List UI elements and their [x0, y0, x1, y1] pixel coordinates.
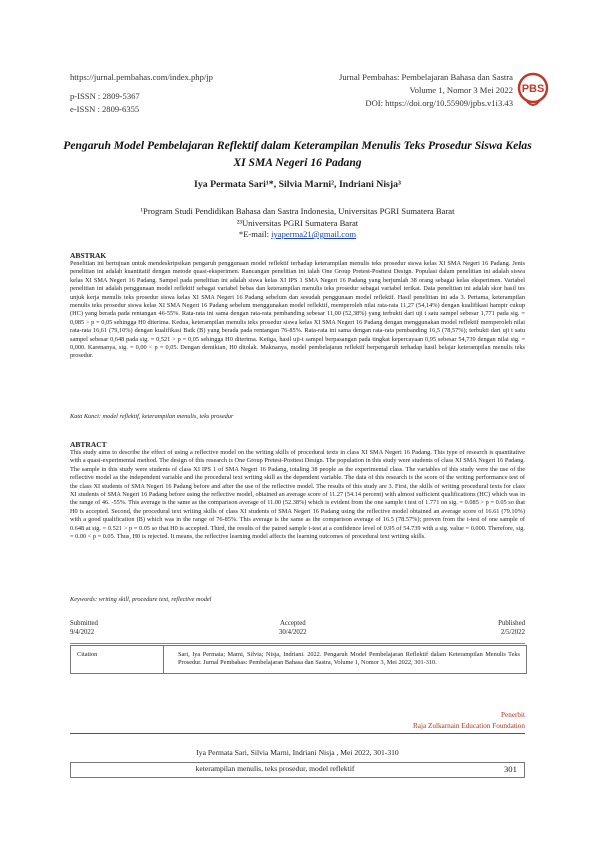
kata-kunci: Kata Kunci: model reflektif, keterampilan menulis, teks prosedur: [70, 413, 234, 420]
affiliations: [60, 206, 535, 241]
published-label: Published: [498, 620, 525, 627]
article-dates: [70, 619, 525, 644]
journal-header-right: [339, 71, 513, 110]
abstrak-heading: ABSTRAK: [70, 251, 107, 260]
p-issn: p-ISSN : 2809-5367: [70, 91, 140, 101]
author-email-link[interactable]: iyaperma21@gmail.com: [271, 229, 357, 239]
footer-keywords: keterampilan menulis, teks prosedur, model reflektif: [195, 764, 355, 773]
keywords: Keywords: writing skill, procedure text, reflective model: [70, 596, 212, 603]
abstrak-section: [70, 251, 525, 361]
journal-header-left: [70, 71, 213, 116]
e-issn: e-ISSN : 2809-6355: [70, 104, 140, 114]
citation-box: [70, 645, 527, 674]
citation-label: Citation: [71, 646, 164, 673]
citation-text: Sari, Iya Permata; Marni, Silvia; Nisja, Indriani. 2022. Pengaruh Model Pembelajaran Reflektif dalam Keterampilan Menulis Teks Prosedur. Jurnal Pembahas: Pembelajaran Bahasa dan Sastra, Volume 1, Nomor 3, Mei 2022, 301-310.: [178, 651, 520, 667]
footer-divider: [70, 733, 525, 734]
article-authors: Iya Permata Sari¹*, Silvia Marni², Indriani Nisja³: [194, 179, 401, 190]
publisher-label: Penerbit: [501, 711, 525, 719]
accepted-value: 30/4/2022: [279, 629, 307, 636]
submitted-label: Submitted: [70, 620, 98, 627]
journal-url[interactable]: https://jurnal.pembahas.com/index.php/jp: [70, 72, 213, 82]
footer-authors: Iya Permata Sari, Silvia Marni, Indriani Nisja , Mei 2022, 301-310: [196, 748, 399, 757]
page-number: 301: [504, 764, 517, 774]
affiliation-2: ²³Universitas PGRI Sumatera Barat: [236, 217, 359, 228]
journal-logo: [516, 70, 550, 110]
email-label: *E-mail:: [238, 229, 272, 239]
journal-name: Jurnal Pembahas: Pembelajaran Bahasa dan Sastra: [339, 72, 513, 82]
publisher: [413, 710, 525, 732]
accepted-date: [279, 619, 307, 637]
abstract-heading: ABTRACT: [70, 440, 107, 449]
published-date: [498, 619, 525, 637]
accepted-label: Accepted: [279, 620, 306, 627]
logo-text: PBS: [521, 83, 545, 95]
article-title: Pengaruh Model Pembelajaran Reflektif dalam Keterampilan Menulis Teks Prosedur Siswa Kelas XI SMA Negeri 16 Padang: [63, 139, 532, 169]
published-value: 2/5/2022: [500, 629, 525, 636]
journal-volume: Volume 1, Nomor 3 Mei 2022: [409, 85, 513, 95]
abstrak-text: Penelitian ini bertujuan untuk mendeskripsikan pengaruh penggunaan model reflektif terhadap keterampilan menulis teks prosedur siswa kelas XI SMA Negeri 16 Padang. Jenis penelitian ini adalah kuantitatif dengan metode quasi-eksperimen. Rancangan penelitian ini ialah One Group Pretest-Posttest Design. Populasi dalam penelitian ini adalah siswa kelas XI SMA Negeri 16 Padang. Sampel pada penelitian ini adalah siswa kelas XI IPS 1 SMA Negeri 16 Padang yang berjumlah 38 orang sebagai kelas eksperimen. Variabel penelitian ini adalah penggunaan model reflektif sebagai variabel bebas dan keterampilan menulis teks prosedur sebagai variabel terikat. Data penelitian ini adalah skor hasil tes unjuk kerja menulis teks prosedur siswa kelas XI SMA Negeri 16 Padang sebelum dan sesudah penggunaan model reflektif. Hasil penelitian ini ada 3. Pertama, keterampilan menulis teks prosedur siswa kelas XI SMA Negeri 16 Padang sebelum menggunakan model reflektif, memperoleh nilai rata-rata 11,27 (54,14%) dengan kualifikasi hampir cukup (HC) yang berada pada rentangan 46-55%. Rata-rata ini sama dengan rata-rata pembanding sebesar 11,00 (52,38%) yang terbukti dari uji t satu sampel sebesar 1,771 pada sig. = 0,085 > p = 0,05 sehingga H0 diterima. Kedua, keterampilan menulis teks prosedur siswa kelas XI SMA Negeri 16 Padang dengan menggunakan model reflektif memperoleh nilai rata-rata 16,61 (79,10%) dengan kualifikasi Baik (B) yang berada pada rentangan 76-85%. Rata-rata ini sama dengan rata-rata pembanding 16,5 (78,57%); terbukti dari uji t satu sampel sebesar 0,648 pada sig. = 0,521 > p = 0,05 sehingga H0 diterima. Ketiga, hasil uji-t sampel berpasangan pada tingkat kepercayaan 0,95 sebesar 54,739 dengan nilai sig. = 0,000. Karenanya, sig. = 0,00 < p = 0,05. Dengan demikian, H0 ditolak. Maknanya, model pembelajaran reflektif berpengaruh terhadap hasil belajar keterampilan menulis teks prosedur.: [70, 260, 525, 360]
submitted-date: [70, 619, 98, 637]
submitted-value: 9/4/2022: [70, 629, 95, 636]
abstract-section: [70, 440, 525, 541]
publisher-name: Raja Zulkarnain Education Foundation: [413, 722, 525, 730]
journal-doi[interactable]: DOI: https://doi.org/10.55909/jpbs.v1i3.43: [365, 98, 513, 108]
abstract-text: This study aims to describe the effect of using a reflective model on the writing skills of procedural texts in class XI SMA Negeri 16 Padang. This type of research is quantitative with a quasi-experimental method. The design of this research is One Group Pretest-Posttest Design. The population in this study were students of class XI SMA Negeri 16 Padang. The sample in this study were students of class XI IPS 1 of SMA Negeri 16 Padang, totaling 38 people as the experimental class. The variables of this study were the use of the reflective model as the independent variable and the procedural text writing skill as the dependent variable. The data of this research is the score of the writing performance test of the class XI students of SMA Negeri 16 Padang before and after the use of the reflective model. The results of this study are 3. First, the skills of writing procedural texts for class XI students of SMA Negeri 16 Padang before using the reflective model, obtained an average score of 11.27 (54.14 percent) with almost sufficient qualifications (HC) which was in the range of 46. -55%. This average is the same as the comparison average of 11.00 (52.38%) which is evident from the one sample t test of 1.771 on sig. = 0.085 > p = 0.05 so that H0 is accepted. Second, the procedural text writing skills of class XI students of SMA Negeri 16 Padang using the reflective model obtained an average score of 16.61 (79.10%) with a good qualification (B) which was in the range of 76-85%. This average is the same as the comparison average of 16.5 (78.57%); proven from the t-test of one sample of 0.648 at sig. = 0.521 > p = 0.05 so that H0 is accepted. Third, the results of the paired sample t-test at a confidence level of 0.95 of 54.739 with a sig. value = 0.000. Therefore, sig. = 0.00 < p = 0.05. Thus, H0 is rejected. It means, the reflective learning model affects the learning outcomes of procedural text writing skills.: [70, 449, 525, 541]
affiliation-1: ¹Program Studi Pendidikan Bahasa dan Sastra Indonesia, Universitas PGRI Sumatera Barat: [140, 206, 455, 216]
email-line: [60, 229, 535, 241]
